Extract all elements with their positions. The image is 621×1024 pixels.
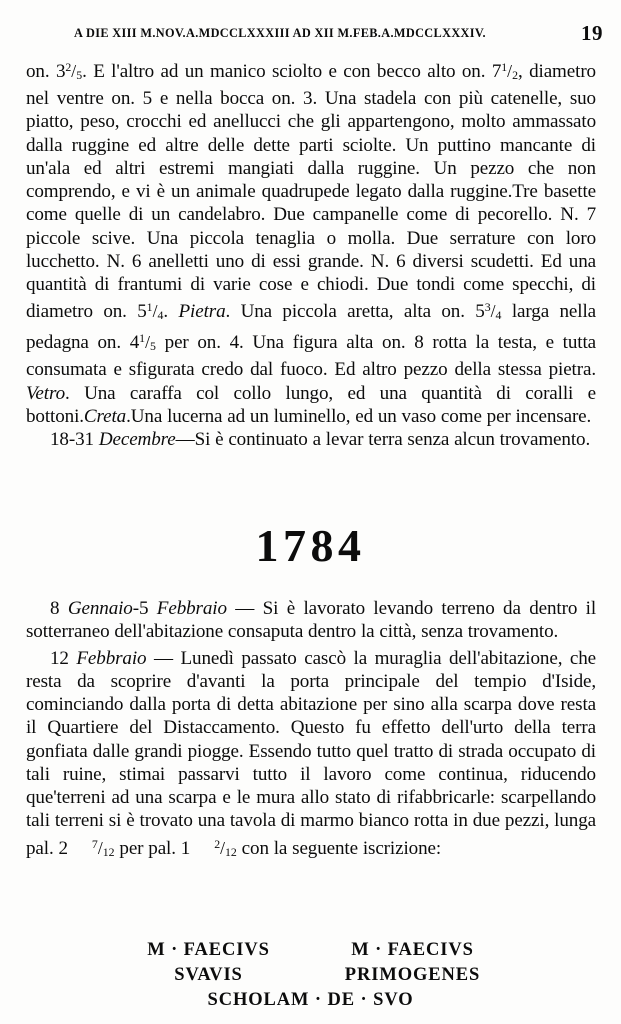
fraction-numerator: 7 [91, 836, 98, 851]
fraction-slash: / [71, 61, 77, 82]
fraction-denominator: 4 [157, 308, 164, 323]
material-heading-creta: Creta [83, 405, 127, 427]
text-run: . E l'altro ad un manico sciolto e con becco alto on. 7 [82, 61, 502, 83]
text-run: — Lunedì passato cascò la muraglia dell'abitazione, che resta da scoprire d'avanti la porta principale del tempio d'Iside, cominciando dalla porta di detta abitazione per sino alla scarpa dove resta il Quartiere del Distaccamento. Questo fu effetto dell'urto della terra gonfiata dalle grandi piogge. Essendo tutto quel tratto di strada occupato di tali ruine, stimai passarvi tutto il lavoro come continua, riducendo que'terreni ad una scarpa e le mura allo stato di rifabbricarle: scarpellando tali terreni si è trovato una tavola di marmo bianco rotta in due pezzi, lunga pal. 2 [26, 647, 597, 859]
entry-date: 8 [50, 598, 68, 619]
text-column-upper [26, 56, 596, 451]
fraction-slash: / [507, 61, 513, 82]
fraction-3-4 [485, 296, 502, 327]
fraction-slash: / [145, 332, 150, 353]
text-run: . Una piccola aretta, alta on. 5 [225, 301, 485, 323]
fraction-numerator: 1 [139, 331, 146, 346]
entry-date: 18-31 [50, 429, 99, 451]
page-number: 19 [581, 21, 603, 45]
fraction-denominator: 5 [76, 67, 83, 82]
text-run: .Una lucerna ad un luminello, ed un vaso come per incensare. [126, 405, 592, 427]
text-run: . Una caraffa col collo lungo, ed una quantità di coralli e bottoni. [26, 382, 596, 427]
inscription-final-line: SCHOLAM · DE · SVO [207, 990, 414, 1010]
running-header [0, 21, 621, 46]
text-run: . [163, 301, 179, 323]
entry-month-italic: Gennaio [67, 598, 133, 619]
fraction-slash: / [220, 837, 225, 858]
fraction-1-2 [501, 56, 518, 87]
text-run: —Si è continuato a levar terra senza alcun trovamento. [175, 429, 591, 451]
fraction-numerator: 3 [484, 300, 491, 315]
fraction-denominator: 12 [225, 844, 237, 859]
text-run: larga nella pedagna on. 4 [26, 301, 596, 354]
fraction-2-12 [190, 833, 237, 864]
text-run: per on. 4. Una figura alta on. 8 rotta la testa, e tutta consumata e sfigurata credo dal fuoco. Ed altro pezzo della stessa pietra. [26, 332, 596, 381]
paragraph-entry-18-31-decembre [26, 428, 596, 451]
latin-inscription-block [0, 938, 621, 1013]
entry-date: -5 [132, 598, 157, 619]
inscription-line: M · FAECIVS [147, 940, 270, 960]
fraction-numerator: 1 [146, 300, 153, 315]
text-column-lower [26, 597, 596, 864]
fraction-slash: / [490, 301, 496, 322]
paragraph-entry-8-gennaio-5-febbraio [26, 597, 596, 644]
fraction-slash: / [97, 837, 103, 858]
fraction-denominator: 4 [495, 308, 502, 323]
inscription-left-column [129, 938, 289, 988]
inscription-right-column [333, 938, 493, 988]
text-run: on. 3 [26, 61, 66, 83]
fraction-1-4 [147, 296, 164, 327]
entry-month-italic: Decembre [98, 429, 176, 451]
text-run: con la seguente iscrizione: [236, 837, 442, 859]
running-header-title: A DIE XIII M.NOV.A.MDCCLXXXIII AD XII M.FEB.A.MDCCLXXXIV. [73, 26, 486, 40]
inscription-columns [0, 938, 621, 988]
year-heading: 1784 [255, 520, 366, 571]
fraction-numerator: 2 [214, 836, 221, 851]
text-run: — Si è lavorato levando terreno da dentro il sotterraneo dell'abitazione consaputa dentro la città, senza trovamento. [26, 598, 597, 643]
fraction-1-5 [139, 327, 156, 358]
fraction-slash: / [152, 301, 158, 322]
inscription-line: PRIMOGENES [344, 965, 481, 985]
text-run: per pal. 1 [114, 837, 191, 859]
material-heading-vetro: Vetro [26, 382, 65, 404]
fraction-2-5 [65, 56, 82, 87]
paragraph-finds-list [26, 56, 596, 428]
fraction-denominator: 2 [512, 67, 518, 82]
fraction-numerator: 2 [65, 60, 72, 74]
fraction-7-12 [68, 833, 115, 864]
entry-date: 12 [50, 647, 77, 669]
paragraph-entry-12-febbraio [26, 647, 596, 864]
fraction-denominator: 12 [102, 844, 115, 859]
entry-month-italic: Febbraio [76, 647, 147, 669]
fraction-numerator: 1 [501, 60, 508, 74]
fraction-denominator: 5 [149, 339, 156, 354]
text-run: , diametro nel ventre on. 5 e nella bocca on. 3. Una stadela con più catenelle, suo piatto, peso, crocchi ed anellucci che gli appartengono, molto ammassato dalla ruggine ed altre delle dette parti sciolte. Un puttino mancante di un'ala ed altri estremi mangiati dalla ruggine. Un pezzo che non comprendo, e vi è un animale quadrupede legato dalla ruggine.Tre basette come quelle di un candelabro. Due campanelle come di pecorello. N. 7 piccole scive. Una piccola tenaglia o molla. Due serrature con loro lucchetto. N. 6 anelletti uno di essi grande. N. 6 diversi scudetti. Ed una quantità di frantumi di varie cose e chiodi. Due tondi come specchi, di diametro on. 5 [26, 61, 596, 323]
material-heading-pietra: Pietra [178, 301, 226, 323]
entry-month-italic: Febbraio [156, 598, 227, 619]
inscription-line: SVAVIS [174, 965, 243, 985]
inscription-line: M · FAECIVS [351, 940, 474, 960]
